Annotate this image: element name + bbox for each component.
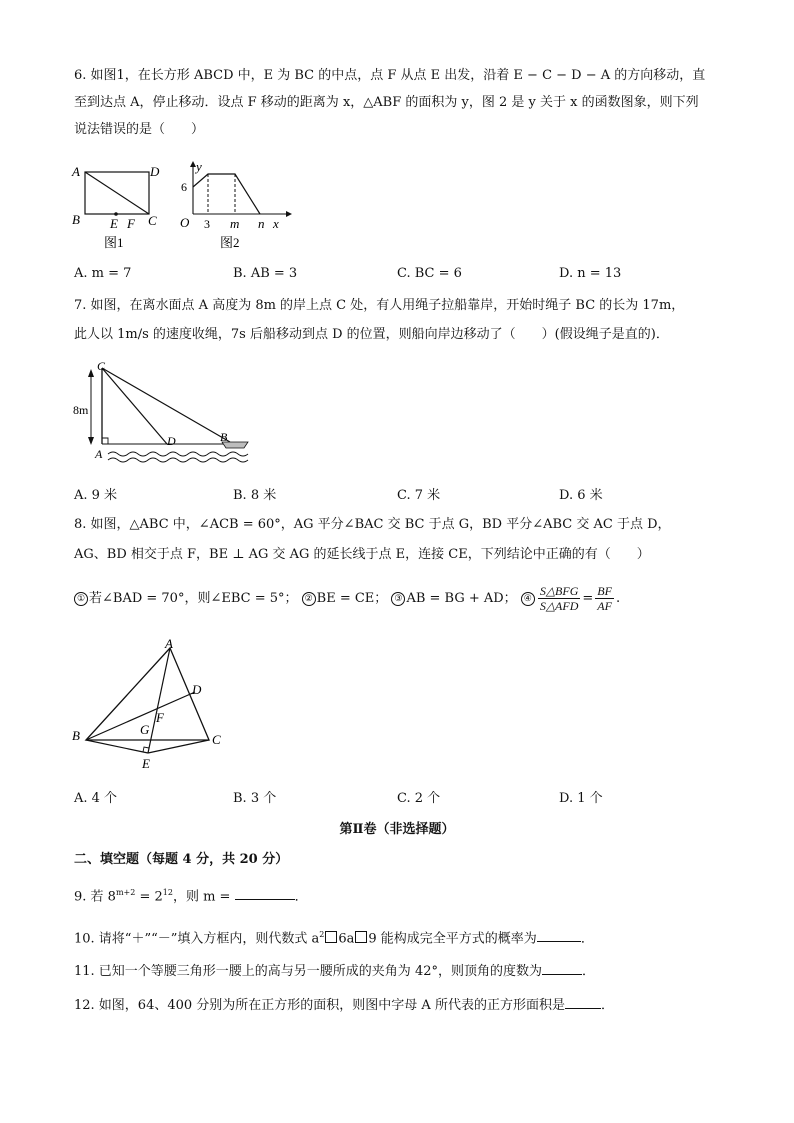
q6-fig1-label-a: A (72, 164, 80, 179)
q10-end: ． (580, 931, 594, 947)
q7-option-b[interactable]: B. 8 米 (233, 488, 277, 503)
q7-label-8m: 8m (73, 403, 89, 417)
q8-label-e: E (142, 756, 150, 771)
q8-c4-rhs-denominator: AF (597, 599, 612, 613)
q10-answer-blank[interactable] (537, 929, 581, 942)
q8-c4-end: . (615, 591, 621, 606)
q7-option-a[interactable]: A. 9 米 (74, 488, 118, 503)
q8-conclusion-2-num: ② (302, 592, 316, 606)
q7-label-a: A (95, 447, 103, 461)
q6-fig2-label-n: n (258, 216, 265, 231)
q7-rope-cb (102, 368, 230, 442)
q8-label-a: A (165, 636, 173, 651)
q6-fig1-label-d: D (150, 164, 160, 179)
q6-fig2-x-arrow (286, 211, 292, 217)
q8-option-a[interactable]: A. 4 个 (74, 791, 118, 806)
q8-line-2: AG、BD 相交于点 F，BE ⊥ AG 交 AG 的延长线于点 E，连接 CE，下列结论中正确的有（ ） (74, 547, 650, 562)
q7-label-b: B (220, 430, 228, 444)
q11-text: 11. 已知一个等腰三角形一腰上的高与另一腰所成的夹角为 42°，则顶角的度数为 (74, 964, 542, 979)
q8-c4-equals: = (582, 591, 594, 606)
q8-option-d[interactable]: D. 1 个 (559, 791, 603, 806)
q6-option-d[interactable]: D. n = 13 (559, 266, 622, 281)
q7-label-c: C (97, 359, 106, 373)
q6-fig1-label-e: E (110, 216, 118, 231)
q6-fig2-label-o: O (180, 215, 190, 230)
q7-label-d: D (167, 434, 176, 448)
q7-rope-cd (102, 368, 167, 444)
q8-c4-lhs-denominator: S△AFD (539, 599, 579, 613)
q12-end: ． (600, 998, 614, 1013)
q8-conclusion-4-num: ④ (521, 592, 535, 606)
q9-exponent-1: m+2 (115, 888, 136, 897)
q8-label-f: F (156, 710, 164, 725)
q6-fig2-label-6: 6 (181, 180, 187, 194)
q6-fig2-label-m: m (230, 216, 240, 231)
q8-option-b[interactable]: B. 3 个 (233, 791, 277, 806)
q6-option-c[interactable]: C. BC = 6 (397, 266, 462, 281)
q9-mid: = 2 (135, 889, 163, 905)
q6-fig1-label-f: F (127, 216, 135, 231)
q9-end: ． (294, 889, 308, 905)
q8-label-g: G (140, 722, 150, 737)
q7-figure (70, 356, 260, 471)
q6-fig1-caption: 图1 (104, 235, 124, 250)
q6-fig1-label-b: B (72, 212, 80, 227)
q8-conclusions (74, 582, 620, 616)
q9-suffix: ，则 m = (172, 889, 235, 905)
q12-answer-blank[interactable] (565, 996, 601, 1009)
q6-line-2: 至到达点 A，停止移动．设点 F 移动的距离为 x，△ABF 的面积为 y，图 2 是 y 关于 x 的函数图象，则下列 (74, 95, 699, 110)
q10-prefix: 10. 请将“＋”“－”填入方框内，则代数式 a (74, 931, 320, 947)
q8-conclusion-4-lhs (538, 584, 581, 613)
q11-line (74, 962, 595, 981)
q8-figure (66, 636, 236, 771)
q6-fig2-label-x: x (273, 216, 279, 231)
q6-line-1: 6. 如图1，在长方形 ABCD 中，E 为 BC 的中点，点 F 从点 E 出发，沿着 E − C − D − A 的方向移动，直 (74, 68, 706, 83)
q10-line (74, 926, 594, 948)
q8-label-b: B (72, 728, 80, 743)
q6-fig1-label-c: C (148, 213, 157, 228)
q8-option-c[interactable]: C. 2 个 (397, 791, 441, 806)
q9-exponent-2: 12 (162, 888, 173, 897)
q6-fig2-label-y: y (196, 159, 202, 174)
q9-line (74, 884, 308, 906)
q7-right-angle-mark (102, 438, 108, 444)
q8-line-1: 8. 如图，△ABC 中，∠ACB = 60°，AG 平分∠BAC 交 BC 于点 G，BD 平分∠ABC 交 AC 于点 D， (74, 517, 671, 532)
q8-conclusion-1-num: ① (74, 592, 88, 606)
q9-prefix: 9. 若 8 (74, 889, 116, 905)
part-2-title: 第Ⅱ卷（非选择题） (339, 822, 455, 837)
q6-line-3: 说法错误的是（ ） (74, 122, 205, 137)
q6-option-a[interactable]: A. m = 7 (74, 266, 132, 281)
q11-answer-blank[interactable] (542, 962, 582, 975)
q8-conclusion-3-num: ③ (391, 592, 405, 606)
q6-fig2-label-3: 3 (204, 217, 210, 231)
q6-fig2-caption: 图2 (220, 235, 240, 250)
q6-fig1-diagonal (85, 172, 149, 214)
q10-exponent: 2 (319, 930, 325, 939)
q7-option-d[interactable]: D. 6 米 (559, 488, 603, 503)
q10-box-2[interactable] (355, 931, 367, 943)
q6-fig2-graph (193, 174, 260, 214)
q8-conclusion-3: AB = BG + AD； (406, 591, 517, 606)
q8-line-be (86, 740, 148, 753)
q9-answer-blank[interactable] (235, 887, 295, 900)
q8-c4-lhs-numerator: S△BFG (539, 584, 579, 598)
q10-box-1[interactable] (325, 931, 337, 943)
q7-water-wave-1 (108, 452, 248, 456)
q8-conclusion-4-rhs (595, 584, 614, 613)
q7-option-c[interactable]: C. 7 米 (397, 488, 441, 503)
q8-conclusion-1: 若∠BAD = 70°，则∠EBC = 5°； (89, 591, 298, 606)
q11-end: ． (581, 964, 595, 979)
q8-label-c: C (212, 732, 221, 747)
q12-text: 12. 如图，64、400 分别为所在正方形的面积，则图中字母 A 所代表的正方形面积是 (74, 998, 565, 1013)
q8-line-ae (148, 648, 170, 753)
q10-tail: 9 能构成完全平方式的概率为 (368, 931, 537, 947)
q7-water-wave-2 (108, 458, 248, 462)
q6-figures (70, 157, 300, 257)
q10-mid: 6a (338, 931, 355, 947)
q8-c4-rhs-numerator: BF (597, 584, 612, 598)
q7-line-2: 此人以 1m/s 的速度收绳，7s 后船移动到点 D 的位置，则船向岸边移动了（ ）(假设绳子是直的)． (74, 327, 669, 342)
q7-line-1: 7. 如图，在离水面点 A 高度为 8m 的岸上点 C 处，有人用绳子拉船靠岸，开始时绳子 BC 的长为 17m， (74, 298, 685, 313)
section-2-title: 二、填空题（每题 4 分，共 20 分） (74, 852, 289, 867)
q7-height-arrow-down (88, 437, 94, 445)
q7-height-arrow-up (88, 369, 94, 377)
q6-option-b[interactable]: B. AB = 3 (233, 266, 298, 281)
q8-label-d: D (192, 682, 202, 697)
q8-conclusion-2: BE = CE； (316, 591, 388, 606)
q8-line-ce (148, 740, 209, 753)
q12-line (74, 996, 614, 1015)
